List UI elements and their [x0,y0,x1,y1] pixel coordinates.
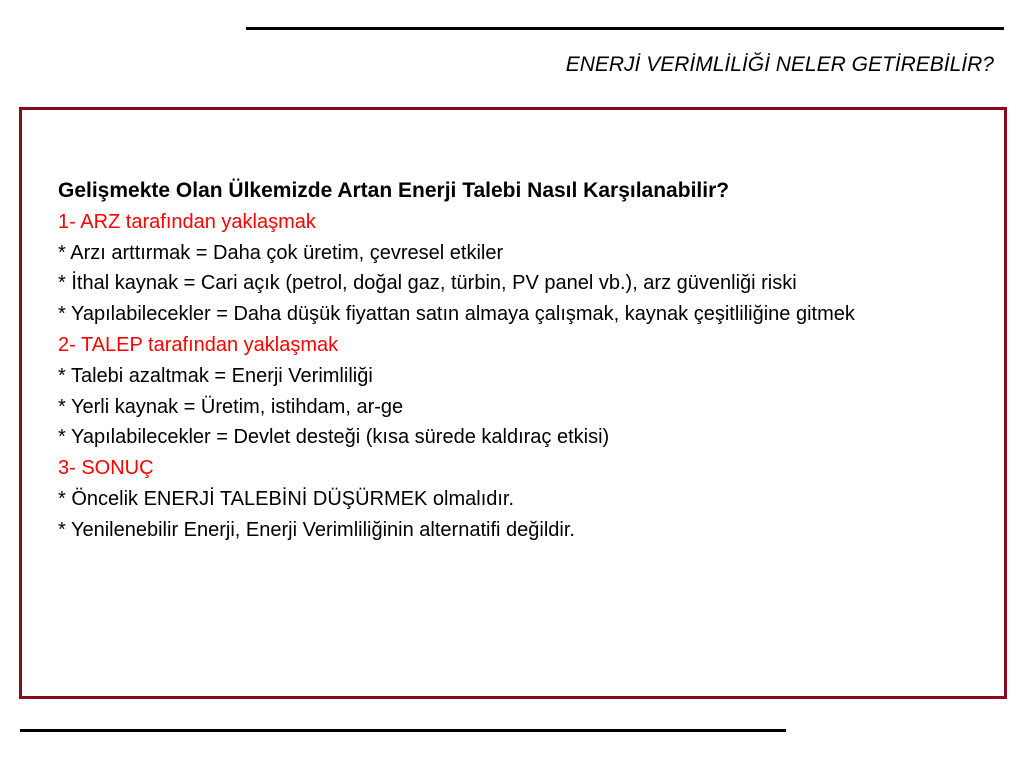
section-2-item: * Yerli kaynak = Üretim, istihdam, ar-ge [58,395,404,418]
slide-title: ENERJİ VERİMLİLİĞİ NELER GETİREBİLİR? [565,53,994,76]
top-divider [246,27,1004,30]
content-body [58,176,978,546]
section-3-title: 3- SONUÇ [58,457,154,480]
section-1-title: 1- ARZ tarafından yaklaşmak [58,210,316,233]
section-3-item: * Öncelik ENERJİ TALEBİNİ DÜŞÜRMEK olmalıdır. [58,487,515,510]
section-2-item: * Talebi azaltmak = Enerji Verimliliği [58,364,373,387]
bottom-divider [20,729,786,732]
content-box [19,107,1007,699]
section-1-item: * Arzı arttırmak = Daha çok üretim, çevresel etkiler [58,241,504,264]
section-3-item: * Yenilenebilir Enerji, Enerji Verimliliğinin alternatifi değildir. [58,518,575,541]
content-heading: Gelişmekte Olan Ülkemizde Artan Enerji Talebi Nasıl Karşılanabilir? [58,179,730,202]
section-2-title: 2- TALEP tarafından yaklaşmak [58,333,339,356]
section-1-item: * Yapılabilecekler = Daha düşük fiyattan satın almaya çalışmak, kaynak çeşitliliğine gitmek [58,303,855,326]
section-1-item: * İthal kaynak = Cari açık (petrol, doğal gaz, türbin, PV panel vb.), arz güvenliği riski [58,272,797,295]
section-2-item: * Yapılabilecekler = Devlet desteği (kısa sürede kaldıraç etkisi) [58,426,610,449]
